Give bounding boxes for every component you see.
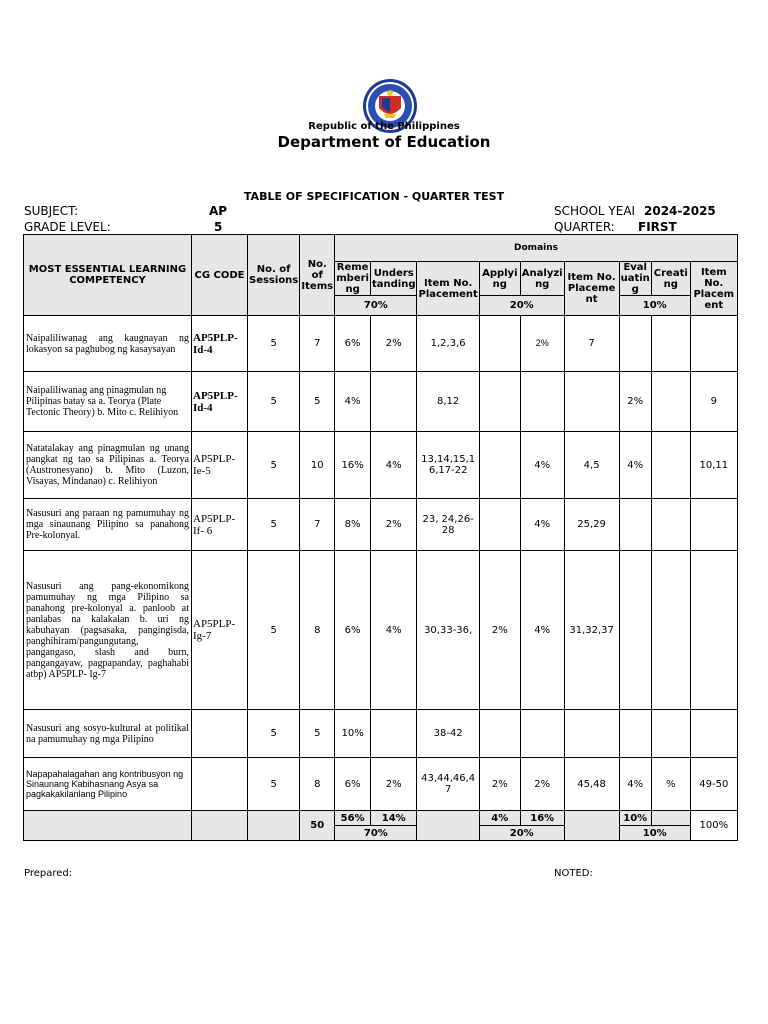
total-remembering: 56%: [335, 811, 371, 826]
header-item-placement-2: Item No. Placeme nt: [564, 262, 619, 316]
applying-cell: [479, 372, 520, 432]
item-placement-2-cell: [564, 710, 619, 758]
total-understanding: 14%: [370, 811, 417, 826]
creating-cell: %: [651, 758, 690, 811]
total-items: 50: [300, 811, 335, 841]
total-applying: 4%: [479, 811, 520, 826]
table-row: [24, 551, 738, 710]
item-placement-1-cell: 8,12: [417, 372, 479, 432]
item-placement-2-cell: 45,48: [564, 758, 619, 811]
prepared-label: Prepared:: [24, 868, 73, 879]
creating-cell: [651, 432, 690, 499]
analyzing-cell: 4%: [520, 432, 564, 499]
totals-blank: [24, 811, 192, 841]
analyzing-cell: [520, 372, 564, 432]
school-year-value: 2024-2025: [644, 204, 716, 218]
total-overall: 100%: [690, 811, 737, 841]
cg-code-cell: AP5PLP-Ie-5: [192, 432, 248, 499]
header-competency: MOST ESSENTIAL LEARNING COMPETENCY: [24, 235, 192, 316]
items-cell: 10: [300, 432, 335, 499]
items-cell: 8: [300, 551, 335, 710]
item-placement-3-cell: [690, 710, 737, 758]
item-placement-1-cell: 1,2,3,6: [417, 316, 479, 372]
evaluating-cell: 4%: [619, 758, 651, 811]
creating-cell: [651, 710, 690, 758]
competency-cell: Naipaliliwanag ang kaugnayan ng lokasyon sa paghubog ng kasaysayan: [24, 316, 192, 372]
header-understanding: Unders tanding: [370, 262, 417, 296]
item-placement-3-cell: [690, 551, 737, 710]
subject-value: AP: [209, 204, 228, 218]
analyzing-cell: 4%: [520, 551, 564, 710]
table-row: [24, 499, 738, 551]
table-row: [24, 316, 738, 372]
sessions-cell: 5: [248, 316, 300, 372]
competency-cell: Naipaliliwanag ang pinagmulan ng Pilipinas batay sa a. Teorya (Plate Tectonic Theory) b. Mito c. Relihiyon: [24, 372, 192, 432]
header-sessions: No. of Sessions: [248, 235, 300, 316]
header-pct-70: 70%: [335, 296, 417, 316]
understanding-cell: [370, 372, 417, 432]
item-placement-3-cell: 10,11: [690, 432, 737, 499]
analyzing-cell: 2%: [520, 316, 564, 372]
creating-cell: [651, 372, 690, 432]
item-placement-2-cell: 4,5: [564, 432, 619, 499]
quarter-label: QUARTER:: [554, 220, 615, 234]
document-title: TABLE OF SPECIFICATION - QUARTER TEST: [243, 190, 505, 203]
evaluating-cell: [619, 316, 651, 372]
applying-cell: 2%: [479, 551, 520, 710]
competency-cell: Nasusuri ang paraan ng pamumuhay ng mga sinaunang Pilipino sa panahong Pre-kolonyal.: [24, 499, 192, 551]
specification-table: [23, 234, 738, 841]
totals-row: [24, 811, 738, 826]
analyzing-cell: [520, 710, 564, 758]
evaluating-cell: 4%: [619, 432, 651, 499]
item-placement-1-cell: 23, 24,26-28: [417, 499, 479, 551]
total-sum-10: 10%: [619, 826, 690, 841]
creating-cell: [651, 551, 690, 710]
remembering-cell: 6%: [335, 316, 371, 372]
evaluating-cell: 2%: [619, 372, 651, 432]
noted-label: NOTED:: [554, 868, 593, 879]
sessions-cell: 5: [248, 758, 300, 811]
header-item-placement-3: Item No. Placem ent: [690, 262, 737, 316]
item-placement-2-cell: 7: [564, 316, 619, 372]
school-year-label: SCHOOL YEAI: [554, 204, 636, 218]
totals-blank: [192, 811, 248, 841]
items-cell: 5: [300, 710, 335, 758]
items-cell: 7: [300, 499, 335, 551]
competency-cell: Napapahalagahan ang kontribusyon ng Sinaunang Kabihasnang Asya sa pagkakakilanlang Pilipino: [24, 758, 192, 811]
table-row: [24, 372, 738, 432]
applying-cell: [479, 316, 520, 372]
grade-level-value: 5: [214, 220, 223, 234]
table-row: [24, 710, 738, 758]
understanding-cell: [370, 710, 417, 758]
total-evaluating: 10%: [619, 811, 651, 826]
totals-blank: [248, 811, 300, 841]
header-pct-20: 20%: [479, 296, 564, 316]
item-placement-1-cell: 13,14,15,16,17-22: [417, 432, 479, 499]
understanding-cell: 4%: [370, 551, 417, 710]
sessions-cell: 5: [248, 710, 300, 758]
header-evaluating: Eval uatin g: [620, 262, 650, 295]
items-cell: 7: [300, 316, 335, 372]
item-placement-3-cell: 49-50: [690, 758, 737, 811]
creating-cell: [651, 499, 690, 551]
totals-blank: [564, 811, 619, 841]
remembering-cell: 6%: [335, 551, 371, 710]
remembering-cell: 4%: [335, 372, 371, 432]
items-cell: 8: [300, 758, 335, 811]
header-items: No. of Items: [300, 235, 335, 316]
header-applying: Applyi ng: [479, 262, 520, 296]
header-domains: Domains: [335, 235, 738, 262]
header-creating: Creati ng: [651, 262, 690, 296]
competency-cell: Natatalakay ang pinagmulan ng unang pangkat ng tao sa Pilipinas a. Teorya (Austronesyano) b. Mito (Luzon, Visayas, Mindanao) c. Relihiyon: [24, 432, 192, 499]
republic-heading: Republic of the Philippines: [308, 121, 460, 132]
subject-label: SUBJECT:: [24, 204, 79, 218]
competency-cell: Nasusuri ang sosyo-kultural at politikal na pamumuhay ng mga Pilipino: [24, 710, 192, 758]
header-analyzing: Analyzi ng: [520, 262, 564, 296]
understanding-cell: 2%: [370, 499, 417, 551]
header-cg-code: CG CODE: [192, 235, 248, 316]
applying-cell: 2%: [479, 758, 520, 811]
table-row: [24, 758, 738, 811]
total-analyzing: 16%: [520, 811, 564, 826]
quarter-value: FIRST: [638, 220, 677, 234]
understanding-cell: 2%: [370, 316, 417, 372]
table-row: [24, 432, 738, 499]
analyzing-cell: 2%: [520, 758, 564, 811]
header-pct-10: 10%: [619, 296, 690, 316]
total-sum-20: 20%: [479, 826, 564, 841]
understanding-cell: 4%: [370, 432, 417, 499]
total-sum-70: 70%: [335, 826, 417, 841]
item-placement-2-cell: [564, 372, 619, 432]
creating-cell: [651, 316, 690, 372]
evaluating-cell: [619, 499, 651, 551]
grade-level-label: GRADE LEVEL:: [24, 220, 111, 234]
header-item-placement-1: Item No. Placement: [417, 262, 479, 316]
item-placement-3-cell: [690, 499, 737, 551]
item-placement-1-cell: 38-42: [417, 710, 479, 758]
cg-code-cell: AP5PLP-If- 6: [192, 499, 248, 551]
cg-code-cell: AP5PLP-Id-4: [192, 316, 248, 372]
remembering-cell: 8%: [335, 499, 371, 551]
cg-code-cell: [192, 710, 248, 758]
remembering-cell: 16%: [335, 432, 371, 499]
total-creating: [651, 811, 690, 826]
header-remembering: Reme mberi ng: [336, 262, 369, 295]
applying-cell: [479, 499, 520, 551]
item-placement-2-cell: 31,32,37: [564, 551, 619, 710]
sessions-cell: 5: [248, 499, 300, 551]
evaluating-cell: [619, 551, 651, 710]
remembering-cell: 6%: [335, 758, 371, 811]
analyzing-cell: 4%: [520, 499, 564, 551]
item-placement-3-cell: [690, 316, 737, 372]
item-placement-2-cell: 25,29: [564, 499, 619, 551]
competency-cell: Nasusuri ang pang-ekonomikong pamumuhay ng mga Pilipino sa panahong pre-kolonyal a. panloob at panlabas na kalakalan b. uri ng kabuhayan (pagsasaka, pangingisda, panghihiram/pangungutang, pangangaso, slash and burn, pangangayaw, pagpapanday, paghahabi atbp) AP5PLP- Ig-7: [24, 551, 192, 710]
remembering-cell: 10%: [335, 710, 371, 758]
cg-code-cell: AP5PLP-Ig-7: [192, 551, 248, 710]
applying-cell: [479, 432, 520, 499]
items-cell: 5: [300, 372, 335, 432]
department-heading: Department of Education: [277, 133, 491, 151]
item-placement-1-cell: 43,44,46,47: [417, 758, 479, 811]
cg-code-cell: AP5PLP-Id-4: [192, 372, 248, 432]
cg-code-cell: [192, 758, 248, 811]
totals-blank: [417, 811, 479, 841]
applying-cell: [479, 710, 520, 758]
evaluating-cell: [619, 710, 651, 758]
understanding-cell: 2%: [370, 758, 417, 811]
item-placement-3-cell: 9: [690, 372, 737, 432]
item-placement-1-cell: 30,33-36,: [417, 551, 479, 710]
sessions-cell: 5: [248, 432, 300, 499]
sessions-cell: 5: [248, 372, 300, 432]
sessions-cell: 5: [248, 551, 300, 710]
